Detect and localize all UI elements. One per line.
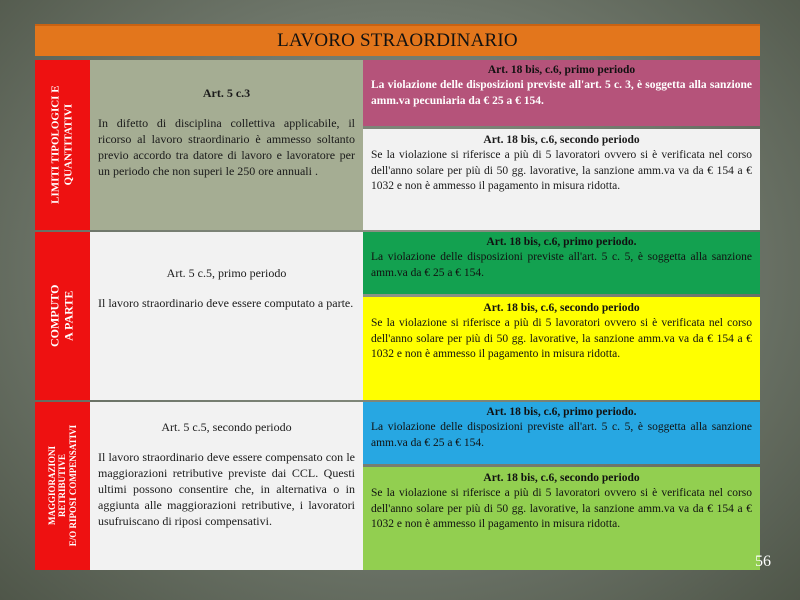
row-maggiorazioni — [35, 402, 760, 570]
row-limiti — [35, 60, 760, 230]
row-label-line: E/O RIPOSI COMPENSATIVI — [67, 425, 78, 547]
sanction-title: Art. 18 bis, c.6, primo periodo. — [486, 406, 637, 418]
sanctions-cell — [363, 402, 760, 570]
article-cell — [90, 402, 363, 570]
row-label — [35, 402, 90, 570]
sanction-box — [363, 467, 760, 570]
article-title: Art. 5 c.5, secondo periodo — [161, 420, 292, 434]
article-cell — [90, 60, 363, 230]
row-label-line: QUANTITATIVI — [62, 104, 75, 186]
row-label — [35, 60, 90, 230]
sanction-text: La violazione delle disposizioni previste all'art. 5 c. 5, è soggetta alla sanzione amm.va da € 25 a € 154. — [371, 421, 752, 449]
slide-title: LAVORO STRAORDINARIO — [35, 24, 760, 56]
sanction-title: Art. 18 bis, c.6, primo periodo. — [486, 236, 637, 248]
sanction-box — [363, 402, 760, 464]
article-text: Il lavoro straordinario deve essere computato a parte. — [98, 295, 354, 310]
sanctions-cell — [363, 60, 760, 230]
sanction-text: Se la violazione si riferisce a più di 5 lavoratori ovvero si è verificata nel corso dell'anno solare per più di 50 gg. lavorative, la sanzione amm.va va da € 154 a € 1032 e non è ammesso il pagamento in misura ridotta. — [371, 487, 752, 530]
sanction-title: Art. 18 bis, c.6, secondo periodo — [483, 302, 640, 314]
sanction-text: La violazione delle disposizioni previste all'art. 5 c. 5, è soggetta alla sanzione amm.va da € 25 a € 154. — [371, 251, 752, 279]
sanction-text: Se la violazione si riferisce a più di 5 lavoratori ovvero si è verificata nel corso dell'anno solare per più di 50 gg. lavorative, la sanzione amm.va va da € 154 a € 1032 e non è ammesso il pagamento in misura ridotta. — [371, 149, 752, 192]
article-text: In difetto di disciplina collettiva applicabile, il ricorso al lavoro straordinario è ammesso soltanto previo accordo tra datore di lavoro e lavoratore per un periodo che non superi le 250 ore annuali . — [98, 115, 355, 178]
row-label — [35, 232, 90, 400]
article-title: Art. 5 c.5, primo periodo — [166, 266, 287, 280]
sanction-text: Se la violazione si riferisce a più di 5 lavoratori ovvero si è verificata nel corso dell'anno solare per più di 50 gg. lavorative, la sanzione amm.va va da € 154 a € 1032 e non è ammesso il pagamento in misura ridotta. — [371, 317, 752, 360]
row-label-line: COMPUTO — [47, 284, 62, 348]
sanction-box — [363, 297, 760, 400]
sanction-title: Art. 18 bis, c.6, secondo periodo — [483, 134, 640, 146]
article-cell — [90, 232, 363, 400]
sanction-text: La violazione delle disposizioni previste all'art. 5 c. 3, è soggetta alla sanzione amm.va pecuniaria da € 25 a € 154. — [371, 79, 752, 107]
row-label-line: LIMITI TIPOLOGICI E — [49, 85, 62, 205]
sanction-box — [363, 60, 760, 126]
row-computo — [35, 232, 760, 400]
sanction-box — [363, 232, 760, 294]
row-label-line: A PARTE — [61, 290, 76, 342]
sanction-title: Art. 18 bis, c.6, primo periodo — [487, 64, 636, 76]
sanction-box — [363, 129, 760, 230]
article-text: Il lavoro straordinario deve essere compensato con le maggiorazioni retributive previste dai CCL. Questi ultimi possono consentire che, in alternativa o in aggiunta alle maggiorazioni retributive, i lavoratori usufruiscano di riposi compensativi. — [98, 449, 355, 528]
row-label-line: MAGGIORAZIONI — [46, 446, 57, 526]
sanctions-cell — [363, 232, 760, 400]
row-label-line: RETRIBUTIVE — [57, 454, 68, 518]
sanction-title: Art. 18 bis, c.6, secondo periodo — [483, 472, 640, 484]
page-number: 56 — [755, 553, 771, 570]
article-title: Art. 5 c.3 — [202, 86, 251, 100]
